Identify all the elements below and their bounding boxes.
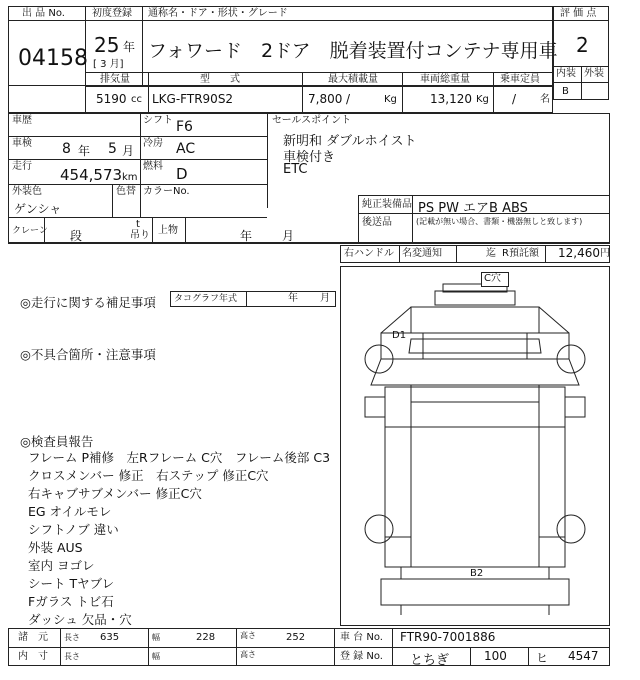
registration-class: 100 xyxy=(484,649,507,663)
registration-number: 4547 xyxy=(568,649,599,663)
tachograph-year: 年 xyxy=(288,293,298,304)
length-value: 635 xyxy=(100,632,120,643)
name-change-label: 名変通知 xyxy=(402,248,442,259)
inspector-line: シート Tヤブレ xyxy=(28,576,115,591)
mileage-value: 454,573 xyxy=(60,166,123,184)
inspector-line: Fガラス トビ石 xyxy=(28,594,114,609)
chassis-value: FTR90-7001886 xyxy=(400,630,496,644)
height-value: 252 xyxy=(286,632,306,643)
mileage-label: 走行 xyxy=(12,161,32,172)
damage-marker-b2: B2 xyxy=(470,568,484,579)
sales-point-3: ETC xyxy=(283,162,308,177)
inspector-line: クロスメンバー 修正 右ステップ 修正C穴 xyxy=(28,468,269,483)
model-value: LKG-FTR90S2 xyxy=(152,92,234,106)
lot-label: 出 品 No. xyxy=(22,8,65,19)
capacity-label: 乗車定員 xyxy=(500,74,540,85)
gross-weight-unit: Kg xyxy=(476,94,489,105)
tachograph-label: タコグラフ年式 xyxy=(174,294,238,304)
crane-year-unit: 年 xyxy=(240,229,253,243)
inspector-line: 室内 ヨゴレ xyxy=(28,558,95,573)
height-label: 高さ xyxy=(240,631,256,640)
first-reg-year-unit: 年 xyxy=(123,40,136,54)
ext-color-label: 外装色 xyxy=(12,186,42,197)
color-no-label: カラーNo. xyxy=(143,186,190,197)
dims-label: 諸 元 xyxy=(18,632,48,643)
sales-point-1: 新明和 ダブルホイスト xyxy=(283,134,417,149)
shift-label: シフト xyxy=(143,115,173,126)
displacement-label: 排気量 xyxy=(100,74,130,85)
first-reg-year: 25 xyxy=(94,33,120,57)
inner-dims-label: 内 寸 xyxy=(18,651,48,662)
grade-value: 2 xyxy=(576,33,589,57)
lot-number: 04158 xyxy=(18,46,88,71)
registration-area: とちぎ xyxy=(410,653,450,668)
inspector-line: フレーム P補修 左Rフレーム C穴 フレーム後部 C3 xyxy=(28,450,331,465)
retrofit-label: 後送品 xyxy=(362,217,392,228)
fuel-value: D xyxy=(176,165,188,183)
interior-grade: B xyxy=(562,86,569,97)
sales-point-2: 車検付き xyxy=(283,150,336,165)
length-label: 長さ xyxy=(64,633,80,642)
max-load-sep: / xyxy=(346,92,351,106)
running-notes-label: ◎走行に関する補足事項 xyxy=(20,295,156,310)
inspector-line: 外装 AUS xyxy=(28,540,83,555)
interior-label: 内装 xyxy=(556,68,576,79)
width-value: 228 xyxy=(196,632,216,643)
gross-weight-label: 車両総重量 xyxy=(420,74,470,85)
ext-color-value: ゲンシャ xyxy=(14,202,62,216)
registration-kana: ヒ xyxy=(536,651,549,665)
first-reg-month: [ 3 月] xyxy=(93,59,124,70)
model-label: 型 式 xyxy=(200,74,240,85)
crane-month-unit: 月 xyxy=(282,229,295,243)
inspection-label: 車検 xyxy=(12,138,32,149)
inspection-year: 8 xyxy=(62,141,71,157)
inner-height-label: 高さ xyxy=(240,650,256,659)
defect-notes-label: ◎不具合箇所・注意事項 xyxy=(20,347,156,362)
displacement-unit: cc xyxy=(131,94,142,105)
tachograph-month: 月 xyxy=(320,293,330,304)
inspector-report-label: ◎検査員報告 xyxy=(20,434,94,449)
inspector-line: 右キャブサブメンバー 修正C穴 xyxy=(28,486,202,501)
grade-label: 評 価 点 xyxy=(560,8,597,19)
exterior-label: 外装 xyxy=(584,68,604,79)
crane-up-label: 上物 xyxy=(158,225,178,236)
crane-stage: 段 xyxy=(70,229,83,243)
color-change-label: 色替 xyxy=(116,186,136,197)
equipment-label: 純正装備品 xyxy=(362,199,412,210)
rhd-label: 右ハンドル xyxy=(344,248,394,259)
ac-value: AC xyxy=(176,141,196,157)
equipment-value: PS PW エアB ABS xyxy=(418,201,528,216)
chassis-label: 車 台 No. xyxy=(340,632,383,643)
max-load-unit: Kg xyxy=(384,94,397,105)
recycle-deposit-value: 12,460 xyxy=(558,246,600,260)
inspector-line: シフトノブ 違い xyxy=(28,522,119,537)
crane-lift: 吊り xyxy=(130,230,150,241)
retrofit-note: (記載が無い場合、書類・機器無しと致します) xyxy=(416,217,583,226)
fuel-label: 燃料 xyxy=(143,161,163,172)
crane-label: クレーン xyxy=(12,226,48,236)
max-load-value: 7,800 xyxy=(308,92,343,106)
width-label: 幅 xyxy=(152,633,160,642)
inner-width-label: 幅 xyxy=(152,652,160,661)
crane-ton: t xyxy=(136,219,140,230)
sales-points-label: セールスポイント xyxy=(272,115,352,126)
history-label: 車歴 xyxy=(12,115,32,126)
damage-marker-d1: D1 xyxy=(392,330,407,341)
inspection-year-unit: 年 xyxy=(78,144,91,158)
first-reg-label: 初度登録 xyxy=(92,8,132,19)
recycle-deposit-label: R預託額 xyxy=(502,248,539,259)
displacement-value: 5190 xyxy=(96,92,127,106)
damage-marker-front-text: C穴 xyxy=(484,273,501,284)
inspection-month: 5 xyxy=(108,141,117,157)
ac-label: 冷房 xyxy=(143,138,163,149)
inspector-line: ダッシュ 欠品・穴 xyxy=(28,612,132,627)
yen-unit: 円 xyxy=(600,248,610,259)
inner-length-label: 長さ xyxy=(64,652,80,661)
mileage-unit: km xyxy=(122,172,138,183)
max-load-label: 最大積載量 xyxy=(328,74,378,85)
name-label: 通称名・ドア・形状・グレード xyxy=(148,8,288,19)
capacity-sep: / xyxy=(512,92,517,106)
capacity-unit: 名 xyxy=(540,94,550,105)
inspector-line: EG オイルモレ xyxy=(28,504,112,519)
car-name: フォワード 2ドア 脱着装置付コンテナ専用車 xyxy=(148,40,558,62)
inspection-month-unit: 月 xyxy=(122,144,135,158)
gross-weight-value: 13,120 xyxy=(430,92,472,106)
deadline-label: 迄 xyxy=(486,248,496,259)
registration-label: 登 録 No. xyxy=(340,651,383,662)
shift-value: F6 xyxy=(176,119,193,135)
